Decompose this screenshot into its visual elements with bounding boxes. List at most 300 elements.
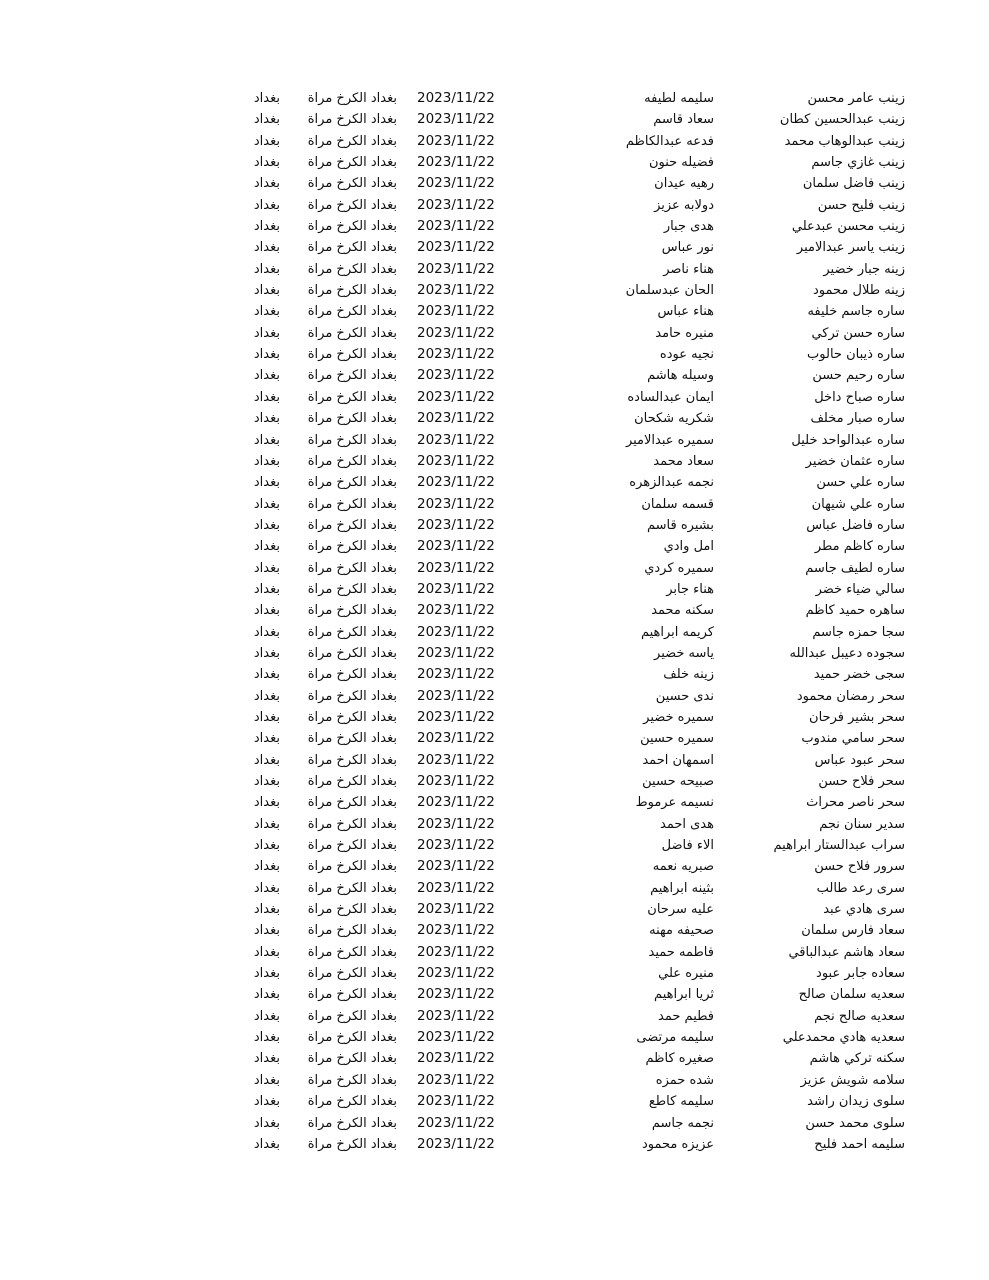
table-row bbox=[0, 237, 989, 258]
person-name: سلوى محمد حسن bbox=[805, 1115, 905, 1131]
person-name: سحر فلاح حسن bbox=[818, 774, 905, 789]
mother-name: سليمه لطيفه bbox=[644, 91, 714, 106]
table-row bbox=[0, 600, 989, 621]
district-label: بغداد الكرخ مراة bbox=[307, 496, 397, 512]
governorate-label: بغداد bbox=[253, 560, 280, 576]
mother-name: هدى جبار bbox=[663, 219, 714, 235]
table-row bbox=[0, 963, 989, 984]
table-row bbox=[0, 686, 989, 707]
person-name: سعاد فارس سلمان bbox=[801, 923, 905, 939]
person-name: ساره صباح داخل bbox=[814, 389, 905, 405]
person-name: ساره ذيبان حالوب bbox=[807, 347, 905, 363]
person-name: سعاده جابر عبود bbox=[816, 966, 905, 982]
person-name: ساهره حميد كاظم bbox=[805, 603, 905, 619]
person-name: زينب فاضل سلمان bbox=[802, 176, 905, 192]
table-row bbox=[0, 408, 989, 429]
governorate-label: بغداد bbox=[253, 1051, 280, 1067]
table-row bbox=[0, 1070, 989, 1091]
mother-name: صحيفه مهنه bbox=[649, 923, 714, 939]
person-name: زينب ياسر عبدالامير bbox=[796, 240, 905, 256]
mother-name: اسمهان احمد bbox=[642, 752, 714, 768]
governorate-label: بغداد bbox=[253, 816, 280, 832]
governorate-label: بغداد bbox=[253, 709, 280, 725]
record-date: 2023/11/22 bbox=[417, 1114, 495, 1131]
governorate-label: بغداد bbox=[253, 219, 280, 235]
table-row bbox=[0, 152, 989, 173]
mother-name: سميره عبدالامير bbox=[625, 432, 714, 448]
person-name: سعاد هاشم عبدالباقي bbox=[788, 944, 905, 960]
person-name: ساره لطيف جاسم bbox=[805, 560, 905, 576]
mother-name: فدعه عبدالكاظم bbox=[625, 133, 714, 149]
governorate-label: بغداد bbox=[253, 453, 280, 469]
table-row bbox=[0, 472, 989, 493]
table-row bbox=[0, 814, 989, 835]
record-date: 2023/11/22 bbox=[417, 666, 495, 683]
mother-name: صغيره كاظم bbox=[645, 1051, 714, 1067]
record-date: 2023/11/22 bbox=[417, 1135, 495, 1152]
mother-name: عليه سرحان bbox=[647, 902, 714, 918]
mother-name: نجمه جاسم bbox=[651, 1115, 714, 1131]
governorate-label: بغداد bbox=[253, 176, 280, 192]
governorate-label: بغداد bbox=[253, 731, 280, 747]
governorate-label: بغداد bbox=[253, 112, 280, 128]
district-label: بغداد الكرخ مراة bbox=[307, 731, 397, 747]
table-row bbox=[0, 920, 989, 941]
district-label: بغداد الكرخ مراة bbox=[307, 176, 397, 192]
person-name: ساره علي شيهان bbox=[811, 496, 905, 512]
governorate-label: بغداد bbox=[253, 133, 280, 149]
table-row bbox=[0, 1006, 989, 1027]
table-row bbox=[0, 515, 989, 536]
person-name: سليمه احمد فليح bbox=[814, 1136, 905, 1152]
mother-name: ايمان عبدالساده bbox=[627, 389, 714, 405]
governorate-label: بغداد bbox=[253, 795, 280, 811]
record-date: 2023/11/22 bbox=[417, 580, 495, 597]
governorate-label: بغداد bbox=[253, 987, 280, 1003]
mother-name: وسيله هاشم bbox=[647, 368, 714, 384]
governorate-label: بغداد bbox=[253, 91, 280, 106]
table-row bbox=[0, 792, 989, 813]
table-row bbox=[0, 280, 989, 301]
governorate-label: بغداد bbox=[253, 432, 280, 448]
record-date: 2023/11/22 bbox=[417, 282, 495, 299]
mother-name: زينه خلف bbox=[663, 667, 714, 683]
record-date: 2023/11/22 bbox=[417, 687, 495, 704]
record-date: 2023/11/22 bbox=[417, 260, 495, 277]
record-date: 2023/11/22 bbox=[417, 303, 495, 320]
record-date: 2023/11/22 bbox=[417, 965, 495, 982]
mother-name: بشيره قاسم bbox=[647, 517, 714, 533]
governorate-label: بغداد bbox=[253, 774, 280, 789]
district-label: بغداد الكرخ مراة bbox=[307, 1094, 397, 1110]
district-label: بغداد الكرخ مراة bbox=[307, 453, 397, 469]
person-name: سعديه هادي محمدعلي bbox=[782, 1030, 905, 1046]
mother-name: شده حمزه bbox=[655, 1072, 714, 1088]
governorate-label: بغداد bbox=[253, 539, 280, 555]
mother-name: فطيم حمد bbox=[658, 1008, 714, 1024]
mother-name: هناء جابر bbox=[666, 581, 714, 597]
record-date: 2023/11/22 bbox=[417, 324, 495, 341]
mother-name: هناء عباس bbox=[657, 304, 714, 320]
district-label: بغداد الكرخ مراة bbox=[307, 752, 397, 768]
record-date: 2023/11/22 bbox=[417, 346, 495, 363]
district-label: بغداد الكرخ مراة bbox=[307, 432, 397, 448]
governorate-label: بغداد bbox=[253, 1030, 280, 1046]
record-date: 2023/11/22 bbox=[417, 239, 495, 256]
person-name: ساره كاظم مطر bbox=[814, 539, 905, 555]
governorate-label: بغداد bbox=[253, 966, 280, 982]
table-row bbox=[0, 558, 989, 579]
governorate-label: بغداد bbox=[253, 155, 280, 171]
table-row bbox=[0, 878, 989, 899]
record-date: 2023/11/22 bbox=[417, 644, 495, 661]
district-label: بغداد الكرخ مراة bbox=[307, 624, 397, 640]
record-date: 2023/11/22 bbox=[417, 559, 495, 576]
record-date: 2023/11/22 bbox=[417, 751, 495, 768]
district-label: بغداد الكرخ مراة bbox=[307, 1115, 397, 1131]
mother-name: دولابه عزيز bbox=[654, 197, 714, 213]
governorate-label: بغداد bbox=[253, 859, 280, 875]
person-name: زينب عبدالحسين كطان bbox=[779, 112, 905, 128]
mother-name: سميره خضير bbox=[643, 709, 714, 725]
mother-name: عزيزه محمود bbox=[641, 1136, 714, 1152]
mother-name: نجيه عوده bbox=[659, 347, 714, 363]
table-row bbox=[0, 131, 989, 152]
table-row bbox=[0, 707, 989, 728]
person-name: ساره عثمان خضير bbox=[805, 453, 905, 469]
record-date: 2023/11/22 bbox=[417, 922, 495, 939]
table-row bbox=[0, 579, 989, 600]
mother-name: فضيله حنون bbox=[648, 155, 714, 171]
governorate-label: بغداد bbox=[253, 261, 280, 277]
district-label: بغداد الكرخ مراة bbox=[307, 987, 397, 1003]
record-date: 2023/11/22 bbox=[417, 901, 495, 918]
record-date: 2023/11/22 bbox=[417, 218, 495, 235]
governorate-label: بغداد bbox=[253, 240, 280, 256]
district-label: بغداد الكرخ مراة bbox=[307, 667, 397, 683]
district-label: بغداد الكرخ مراة bbox=[307, 1051, 397, 1067]
person-name: زينب فليح حسن bbox=[817, 197, 905, 213]
table-row bbox=[0, 664, 989, 685]
record-date: 2023/11/22 bbox=[417, 516, 495, 533]
governorate-label: بغداد bbox=[253, 368, 280, 384]
person-name: زينه طلال محمود bbox=[813, 283, 905, 299]
governorate-label: بغداد bbox=[253, 304, 280, 320]
table-row bbox=[0, 430, 989, 451]
district-label: بغداد الكرخ مراة bbox=[307, 795, 397, 811]
governorate-label: بغداد bbox=[253, 645, 280, 661]
district-label: بغداد الكرخ مراة bbox=[307, 1030, 397, 1046]
district-label: بغداد الكرخ مراة bbox=[307, 838, 397, 854]
district-label: بغداد الكرخ مراة bbox=[307, 581, 397, 597]
record-date: 2023/11/22 bbox=[417, 730, 495, 747]
record-date: 2023/11/22 bbox=[417, 431, 495, 448]
district-label: بغداد الكرخ مراة bbox=[307, 112, 397, 128]
record-date: 2023/11/22 bbox=[417, 111, 495, 128]
district-label: بغداد الكرخ مراة bbox=[307, 133, 397, 149]
table-row bbox=[0, 1134, 989, 1155]
table-row bbox=[0, 344, 989, 365]
district-label: بغداد الكرخ مراة bbox=[307, 816, 397, 832]
record-date: 2023/11/22 bbox=[417, 196, 495, 213]
governorate-label: بغداد bbox=[253, 1094, 280, 1110]
record-date: 2023/11/22 bbox=[417, 773, 495, 789]
mother-name: بثينه ابراهيم bbox=[650, 880, 714, 896]
table-row bbox=[0, 835, 989, 856]
table-row bbox=[0, 1091, 989, 1112]
mother-name: سميره كردي bbox=[644, 560, 714, 576]
person-name: سلامه شويش عزيز bbox=[800, 1072, 905, 1088]
governorate-label: بغداد bbox=[253, 624, 280, 640]
district-label: بغداد الكرخ مراة bbox=[307, 902, 397, 918]
mother-name: سليمه مرتضى bbox=[636, 1030, 714, 1046]
district-label: بغداد الكرخ مراة bbox=[307, 411, 397, 427]
person-name: ساره صبار مخلف bbox=[810, 411, 905, 427]
mother-name: منيره حامد bbox=[655, 325, 714, 341]
district-label: بغداد الكرخ مراة bbox=[307, 389, 397, 405]
governorate-label: بغداد bbox=[253, 517, 280, 533]
district-label: بغداد الكرخ مراة bbox=[307, 304, 397, 320]
district-label: بغداد الكرخ مراة bbox=[307, 91, 397, 106]
person-name: زينب عامر محسن bbox=[807, 91, 905, 106]
mother-name: نسيمه عرموط bbox=[635, 795, 714, 811]
governorate-label: بغداد bbox=[253, 944, 280, 960]
table-row bbox=[0, 387, 989, 408]
table-row bbox=[0, 109, 989, 130]
person-name: سحر ناصر محراث bbox=[806, 795, 905, 811]
record-date: 2023/11/22 bbox=[417, 986, 495, 1003]
mother-name: سعاد محمد bbox=[653, 453, 714, 469]
mother-name: قسمه سلمان bbox=[641, 496, 714, 512]
governorate-label: بغداد bbox=[253, 902, 280, 918]
person-name: ساره رحيم حسن bbox=[812, 368, 905, 384]
person-name: زينب محسن عبدعلي bbox=[791, 219, 905, 235]
records-table bbox=[0, 88, 989, 1155]
table-row bbox=[0, 942, 989, 963]
table-row bbox=[0, 451, 989, 472]
governorate-label: بغداد bbox=[253, 1136, 280, 1152]
record-date: 2023/11/22 bbox=[417, 623, 495, 640]
mother-name: امل وادي bbox=[663, 539, 714, 555]
person-name: سجى خضر حميد bbox=[813, 667, 905, 683]
district-label: بغداد الكرخ مراة bbox=[307, 709, 397, 725]
record-date: 2023/11/22 bbox=[417, 495, 495, 512]
mother-name: سعاد قاسم bbox=[653, 112, 714, 128]
record-date: 2023/11/22 bbox=[417, 452, 495, 469]
table-row bbox=[0, 643, 989, 664]
governorate-label: بغداد bbox=[253, 411, 280, 427]
record-date: 2023/11/22 bbox=[417, 388, 495, 405]
record-date: 2023/11/22 bbox=[417, 879, 495, 896]
person-name: سجوده دعيبل عبدالله bbox=[789, 645, 905, 661]
governorate-label: بغداد bbox=[253, 581, 280, 597]
district-label: بغداد الكرخ مراة bbox=[307, 347, 397, 363]
governorate-label: بغداد bbox=[253, 1072, 280, 1088]
person-name: ساره عبدالواحد خليل bbox=[791, 432, 905, 448]
governorate-label: بغداد bbox=[253, 197, 280, 213]
record-date: 2023/11/22 bbox=[417, 1029, 495, 1046]
record-date: 2023/11/22 bbox=[417, 154, 495, 171]
table-row bbox=[0, 216, 989, 237]
record-date: 2023/11/22 bbox=[417, 474, 495, 491]
mother-name: سميره حسين bbox=[640, 731, 714, 747]
table-row bbox=[0, 259, 989, 280]
mother-name: ياسه خضير bbox=[654, 645, 714, 661]
person-name: ساره علي حسن bbox=[816, 475, 905, 491]
person-name: سحر بشير فرحان bbox=[809, 709, 905, 725]
district-label: بغداد الكرخ مراة bbox=[307, 1008, 397, 1024]
table-row bbox=[0, 1027, 989, 1048]
governorate-label: بغداد bbox=[253, 389, 280, 405]
table-row bbox=[0, 536, 989, 557]
record-date: 2023/11/22 bbox=[417, 1007, 495, 1024]
record-date: 2023/11/22 bbox=[417, 367, 495, 384]
person-name: سجا حمزه جاسم bbox=[812, 624, 905, 640]
record-date: 2023/11/22 bbox=[417, 90, 495, 106]
person-name: سرى هادي عبد bbox=[823, 902, 905, 918]
mother-name: نجمه عبدالزهره bbox=[629, 475, 714, 491]
record-date: 2023/11/22 bbox=[417, 132, 495, 149]
district-label: بغداد الكرخ مراة bbox=[307, 368, 397, 384]
table-row bbox=[0, 856, 989, 877]
mother-name: هدى احمد bbox=[660, 816, 714, 832]
table-row bbox=[0, 984, 989, 1005]
district-label: بغداد الكرخ مراة bbox=[307, 1072, 397, 1088]
district-label: بغداد الكرخ مراة bbox=[307, 155, 397, 171]
governorate-label: بغداد bbox=[253, 325, 280, 341]
record-date: 2023/11/22 bbox=[417, 943, 495, 960]
district-label: بغداد الكرخ مراة bbox=[307, 219, 397, 235]
district-label: بغداد الكرخ مراة bbox=[307, 880, 397, 896]
mother-name: شكريه شكحان bbox=[634, 411, 714, 427]
mother-name: سليمه كاطع bbox=[648, 1094, 714, 1110]
record-date: 2023/11/22 bbox=[417, 858, 495, 875]
district-label: بغداد الكرخ مراة bbox=[307, 645, 397, 661]
person-name: زينه جبار خضير bbox=[823, 261, 905, 277]
mother-name: ثريا ابراهيم bbox=[654, 987, 714, 1003]
person-name: زينب غازي جاسم bbox=[811, 155, 905, 171]
person-name: سرى رعد طالب bbox=[816, 880, 905, 896]
table-row bbox=[0, 622, 989, 643]
table-row bbox=[0, 323, 989, 344]
governorate-label: بغداد bbox=[253, 603, 280, 619]
governorate-label: بغداد bbox=[253, 880, 280, 896]
district-label: بغداد الكرخ مراة bbox=[307, 261, 397, 277]
mother-name: فاطمه حميد bbox=[648, 944, 714, 960]
district-label: بغداد الكرخ مراة bbox=[307, 603, 397, 619]
table-row bbox=[0, 88, 989, 109]
table-row bbox=[0, 301, 989, 322]
district-label: بغداد الكرخ مراة bbox=[307, 859, 397, 875]
table-row bbox=[0, 750, 989, 771]
district-label: بغداد الكرخ مراة bbox=[307, 240, 397, 256]
district-label: بغداد الكرخ مراة bbox=[307, 560, 397, 576]
person-name: سكنه تركي هاشم bbox=[809, 1051, 905, 1067]
person-name: ساره جاسم خليفه bbox=[807, 304, 905, 320]
table-row bbox=[0, 1048, 989, 1069]
mother-name: الحان عبدسلمان bbox=[625, 283, 714, 299]
mother-name: صبريه نعمه bbox=[652, 859, 714, 875]
table-row bbox=[0, 771, 989, 792]
table-row bbox=[0, 728, 989, 749]
record-date: 2023/11/22 bbox=[417, 837, 495, 854]
person-name: ساره فاضل عباس bbox=[806, 517, 905, 533]
table-row bbox=[0, 195, 989, 216]
district-label: بغداد الكرخ مراة bbox=[307, 325, 397, 341]
district-label: بغداد الكرخ مراة bbox=[307, 966, 397, 982]
person-name: سالي ضياء خضر bbox=[815, 581, 905, 597]
governorate-label: بغداد bbox=[253, 496, 280, 512]
district-label: بغداد الكرخ مراة bbox=[307, 1136, 397, 1152]
record-date: 2023/11/22 bbox=[417, 175, 495, 192]
person-name: سلوى زيدان راشد bbox=[807, 1094, 905, 1110]
district-label: بغداد الكرخ مراة bbox=[307, 944, 397, 960]
governorate-label: بغداد bbox=[253, 688, 280, 704]
governorate-label: بغداد bbox=[253, 1115, 280, 1131]
governorate-label: بغداد bbox=[253, 283, 280, 299]
district-label: بغداد الكرخ مراة bbox=[307, 197, 397, 213]
person-name: سرور فلاح حسن bbox=[814, 859, 905, 875]
table-row bbox=[0, 173, 989, 194]
governorate-label: بغداد bbox=[253, 752, 280, 768]
governorate-label: بغداد bbox=[253, 667, 280, 683]
person-name: سحر سامي مندوب bbox=[801, 731, 905, 747]
table-row bbox=[0, 899, 989, 920]
mother-name: منيره علي bbox=[658, 966, 714, 982]
person-name: سحر عبود عباس bbox=[814, 752, 905, 768]
governorate-label: بغداد bbox=[253, 1008, 280, 1024]
district-label: بغداد الكرخ مراة bbox=[307, 539, 397, 555]
record-date: 2023/11/22 bbox=[417, 1093, 495, 1110]
governorate-label: بغداد bbox=[253, 923, 280, 939]
record-date: 2023/11/22 bbox=[417, 410, 495, 427]
record-date: 2023/11/22 bbox=[417, 1050, 495, 1067]
person-name: سعديه صالح نجم bbox=[814, 1008, 905, 1024]
person-name: سعديه سلمان صالح bbox=[798, 987, 905, 1003]
district-label: بغداد الكرخ مراة bbox=[307, 517, 397, 533]
person-name: سراب عبدالستار ابراهيم bbox=[773, 838, 905, 854]
table-row bbox=[0, 365, 989, 386]
district-label: بغداد الكرخ مراة bbox=[307, 475, 397, 491]
person-name: سحر رمضان محمود bbox=[796, 688, 905, 704]
district-label: بغداد الكرخ مراة bbox=[307, 774, 397, 789]
district-label: بغداد الكرخ مراة bbox=[307, 923, 397, 939]
person-name: سدير سنان نجم bbox=[819, 816, 905, 832]
mother-name: رهيه عيدان bbox=[654, 176, 714, 192]
governorate-label: بغداد bbox=[253, 347, 280, 363]
mother-name: كريمه ابراهيم bbox=[640, 624, 714, 640]
mother-name: ندى حسين bbox=[655, 688, 714, 704]
mother-name: هناء ناصر bbox=[663, 261, 714, 277]
governorate-label: بغداد bbox=[253, 838, 280, 854]
district-label: بغداد الكرخ مراة bbox=[307, 688, 397, 704]
mother-name: نور عباس bbox=[661, 240, 714, 256]
record-date: 2023/11/22 bbox=[417, 794, 495, 811]
governorate-label: بغداد bbox=[253, 475, 280, 491]
record-date: 2023/11/22 bbox=[417, 538, 495, 555]
record-date: 2023/11/22 bbox=[417, 602, 495, 619]
mother-name: الاء فاضل bbox=[661, 838, 714, 854]
record-date: 2023/11/22 bbox=[417, 1071, 495, 1088]
person-name: زينب عبدالوهاب محمد bbox=[784, 133, 905, 149]
table-row bbox=[0, 494, 989, 515]
district-label: بغداد الكرخ مراة bbox=[307, 283, 397, 299]
mother-name: صبيحه حسين bbox=[642, 774, 714, 789]
person-name: ساره حسن تركي bbox=[811, 325, 905, 341]
mother-name: سكنه محمد bbox=[651, 603, 714, 619]
table-row bbox=[0, 1113, 989, 1134]
record-date: 2023/11/22 bbox=[417, 815, 495, 832]
